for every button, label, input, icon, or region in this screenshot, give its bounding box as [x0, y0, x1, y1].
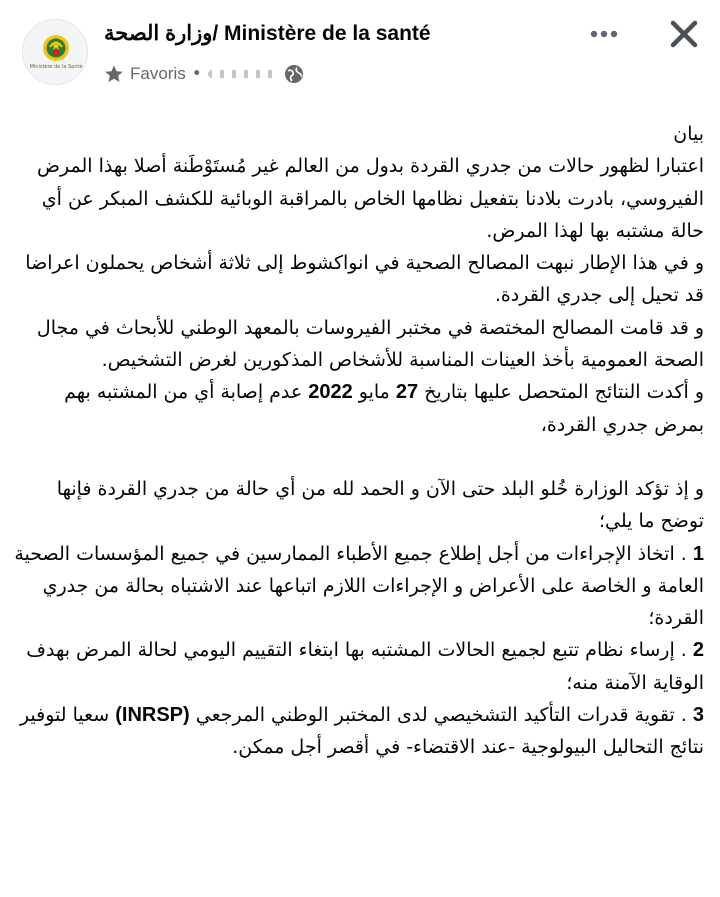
post-paragraph-4 [14, 376, 704, 441]
lab-abbreviation: (INRSP) [115, 704, 190, 727]
item-text: . تقوية قدرات التأكيد التشخيصي لدى المختبر الوطني المرجعي [189, 704, 693, 727]
ministry-logo-icon [23, 20, 88, 85]
page-title[interactable]: وزارة الصحة/ Ministère de la santé [104, 22, 431, 45]
item-number: 3 [692, 704, 704, 727]
item-text-cont: سعيا لتوفير نتائج التحاليل البيولوجية -عند الاقتضاء- في أقصر أجل ممكن. [19, 704, 704, 759]
star-icon [104, 64, 124, 84]
separator-dot: • [191, 64, 202, 84]
post-paragraph-2: و في هذا الإطار نبهت المصالح الصحية في انواكشوط إلى ثلاثة أشخاص يحملون اعراضا قد تحيل إلى جدري القردة. [25, 252, 704, 307]
avatar-caption: Ministère de la Santé [29, 64, 83, 70]
list-item-2 [14, 634, 704, 699]
list-item-1 [14, 538, 704, 635]
timestamp-placeholder[interactable] [208, 70, 278, 78]
close-icon[interactable] [664, 14, 704, 54]
date-year: 2022 [308, 381, 353, 404]
post-heading: بيان [673, 123, 704, 145]
more-icon[interactable] [586, 20, 622, 48]
post-paragraph-5: و إذ تؤكد الوزارة خُلو البلد حتى الآن و الحمد لله من أي حالة من جدري القردة فإنها توضح ما يلي؛ [56, 477, 704, 533]
post-meta [104, 60, 304, 88]
item-number: 2 [692, 639, 704, 662]
globe-icon [284, 64, 304, 84]
para4-suffix: عدم إصابة أي من المشتبه بهم بمرض جدري القردة، [64, 381, 704, 436]
item-text: . إرساء نظام تتبع لجميع الحالات المشتبه بها ابتغاء التقييم اليومي لحالة المرض بهدف الوقاية الآمنة منه؛ [26, 639, 704, 694]
post-header [0, 0, 720, 100]
date-month: مايو [352, 381, 396, 404]
post-body [14, 118, 704, 764]
item-number: 1 [692, 542, 704, 565]
date-day: 27 [395, 381, 419, 404]
post-paragraph-1: اعتبارا لظهور حالات من جدري القردة بدول من العالم غير مُستَوْطَنة أصلا بهذا المرض الفيروسي، بادرت بلادنا بتفعيل نظامها الخاص بالمراقبة الوبائية للكشف المبكر عن أي حالة مشتبه بها لهذا المرض. [37, 155, 704, 242]
favorites-label[interactable]: Favoris [130, 64, 186, 83]
item-text: . اتخاذ الإجراءات من أجل إطلاع جميع الأطباء الممارسين في جميع المؤسسات الصحية العامة و الخاصة على الأعراض و الإجراءات اللازم اتباعها عند الاشتباه بحالة من جدري القردة؛ [14, 542, 704, 630]
paragraph-gap [14, 441, 704, 473]
page-avatar[interactable] [22, 19, 88, 85]
list-item-3 [14, 699, 704, 764]
para4-prefix: و أكدت النتائج المتحصل عليها بتاريخ [418, 381, 704, 404]
post-paragraph-3: و قد قامت المصالح المختصة في مختبر الفيروسات بالمعهد الوطني للأبحاث في مجال الصحة العمومية بأخذ العينات المناسبة للأشخاص المذكورين لغرض التشخيص. [36, 316, 704, 372]
